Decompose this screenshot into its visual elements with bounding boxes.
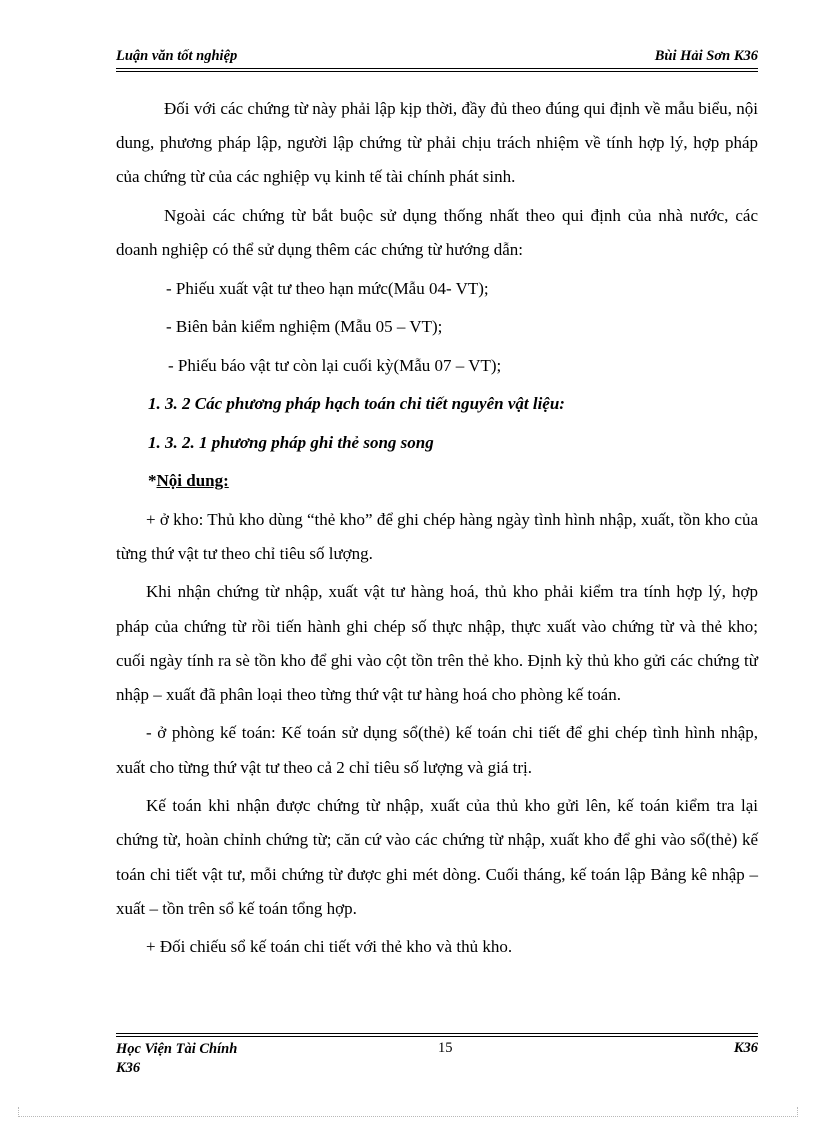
body-text [116, 92, 758, 969]
footer-rule-1 [116, 1033, 758, 1034]
paragraph: Kế toán khi nhận được chứng từ nhập, xuất của thủ kho gửi lên, kế toán kiểm tra lại chứng từ, hoàn chỉnh chứng từ; căn cứ vào các chứng từ nhập, xuất kho để ghi vào sổ(thẻ) kế toán chi tiết vật tư, mỗi chứng từ được ghi mét dòng. Cuối tháng, kế toán lập Bảng kê nhập – xuất – tồn trên sổ kế toán tổng hợp. [116, 796, 758, 918]
star-mark: * [148, 471, 157, 491]
page-number: 15 [438, 1040, 453, 1056]
paragraph: Đối với các chứng từ này phải lập kịp thời, đầy đủ theo đúng qui định về mẫu biểu, nội dung, phương pháp lập, người lập chứng từ phải chịu trách nhiệm về tính hợp lý, hợp pháp của chứng từ của các nghiệp vụ kinh tế tài chính phát sinh. [116, 99, 758, 187]
paragraph: + ở kho: Thủ kho dùng “thẻ kho” để ghi chép hàng ngày tình hình nhập, xuất, tồn kho của từng thứ vật tư theo chỉ tiêu số lượng. [116, 509, 758, 563]
footer-rule-2 [116, 1036, 758, 1037]
paragraph: Ngoài các chứng từ bắt buộc sử dụng thống nhất theo qui định của nhà nước, các doanh nghiệp có thể sử dụng thêm các chứng từ hướng dẫn: [116, 205, 758, 260]
header-rule-2 [116, 71, 758, 72]
footer-left [116, 1040, 237, 1078]
footer-class: K36 [116, 1060, 141, 1076]
content-label [148, 464, 758, 498]
page-bottom-dots [18, 1116, 798, 1117]
subsection-heading: 1. 3. 2. 1 phương pháp ghi thẻ song song [148, 432, 434, 452]
list-item: - Biên bản kiểm nghiệm (Mẫu 05 – VT); [166, 317, 443, 337]
paragraph: - ở phòng kế toán: Kế toán sử dụng sổ(thẻ) kế toán chi tiết để ghi chép tình hình nhập, xuất cho từng thứ vật tư theo cả 2 chỉ tiêu số lượng và giá trị. [116, 723, 758, 777]
content-label-text: Nội dung: [156, 471, 229, 491]
footer-right: K36 [733, 1040, 758, 1056]
paragraph: + Đối chiếu sổ kế toán chi tiết với thẻ kho và thủ kho. [146, 937, 513, 957]
footer-institution: Học Viện Tài Chính [116, 1041, 238, 1057]
list-item: - Phiếu xuất vật tư theo hạn mức(Mẫu 04- VT); [166, 278, 489, 298]
section-heading: 1. 3. 2 Các phương pháp hạch toán chi tiết nguyên vật liệu: [148, 394, 565, 414]
header-right: Bùi Hải Sơn K36 [654, 48, 758, 64]
header-rule-1 [116, 68, 758, 69]
header-left: Luận văn tốt nghiệp [116, 48, 238, 64]
paragraph: Khi nhận chứng từ nhập, xuất vật tư hàng hoá, thủ kho phải kiểm tra tính hợp lý, hợp pháp của chứng từ rồi tiến hành ghi chép số thực nhập, thực xuất vào chứng từ và thẻ kho; cuối ngày tính ra sè tồn kho để ghi vào cột tồn trên thẻ kho. Định kỳ thủ kho gửi các chứng từ nhập – xuất đã phân loại theo từng thứ vật tư hàng hoá cho phòng kế toán. [116, 582, 758, 704]
list-item: - Phiếu báo vật tư còn lại cuối kỳ(Mẫu 07 – VT); [168, 355, 502, 375]
